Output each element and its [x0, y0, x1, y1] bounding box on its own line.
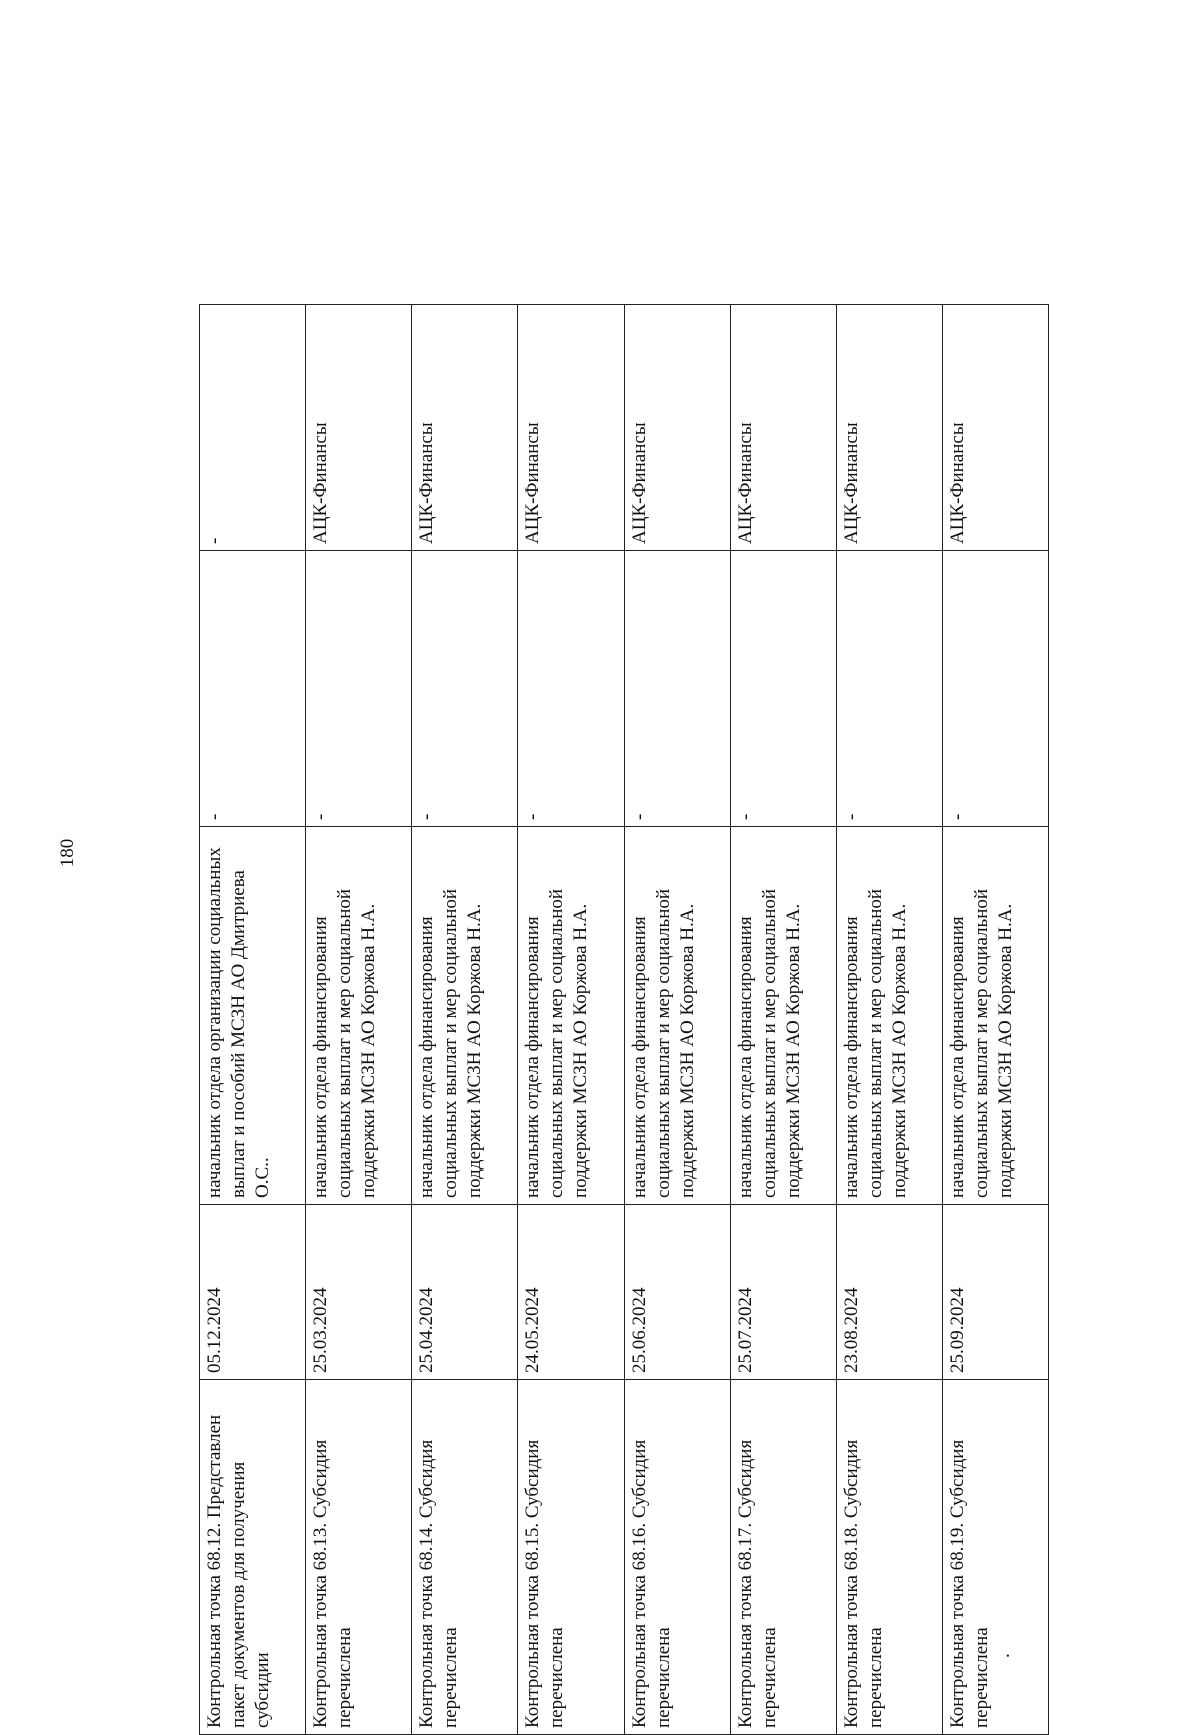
responsible-cell: начальник отдела финансирования социальных выплат и мер социальной поддержки МСЗН АО Коржова Н.А.: [730, 827, 836, 1205]
system-cell: АЦК-Финансы: [942, 305, 1048, 551]
system-cell: АЦК-Финансы: [412, 305, 518, 551]
system-cell: АЦК-Финансы: [624, 305, 730, 551]
control-point-text: Контрольная точка 68.19. Субсидия перечислена: [946, 1439, 992, 1728]
control-point-cell: [942, 1380, 1048, 1735]
table-row: [306, 305, 412, 1735]
responsible-cell: начальник отдела финансирования социальных выплат и мер социальной поддержки МСЗН АО Коржова Н.А.: [942, 827, 1048, 1205]
dash-cell: -: [836, 551, 942, 827]
table-container: [199, 305, 1049, 1735]
table-row: [730, 305, 836, 1735]
date-cell: 05.12.2024: [200, 1205, 306, 1380]
responsible-cell: начальник отдела организации социальных выплат и пособий МСЗН АО Дмитриева О.С..: [200, 827, 306, 1205]
control-point-cell: Контрольная точка 68.16. Субсидия перечислена: [624, 1380, 730, 1735]
control-point-cell: Контрольная точка 68.13. Субсидия перечислена: [306, 1380, 412, 1735]
date-cell: 25.04.2024: [412, 1205, 518, 1380]
responsible-cell: начальник отдела финансирования социальных выплат и мер социальной поддержки МСЗН АО Коржова Н.А.: [412, 827, 518, 1205]
control-point-cell: Контрольная точка 68.15. Субсидия перечислена: [518, 1380, 624, 1735]
system-cell: АЦК-Финансы: [518, 305, 624, 551]
table-row: [942, 305, 1048, 1735]
system-cell: -: [200, 305, 306, 551]
control-point-cell: Контрольная точка 68.14. Субсидия перечислена: [412, 1380, 518, 1735]
dash-cell: -: [624, 551, 730, 827]
control-point-cell: Контрольная точка 68.17. Субсидия перечислена: [730, 1380, 836, 1735]
page-number: 180: [57, 838, 78, 868]
responsible-cell: начальник отдела финансирования социальных выплат и мер социальной поддержки МСЗН АО Коржова Н.А.: [624, 827, 730, 1205]
control-point-cell: Контрольная точка 68.18. Субсидия перечислена: [836, 1380, 942, 1735]
dash-cell: -: [200, 551, 306, 827]
date-cell: 24.05.2024: [518, 1205, 624, 1380]
date-cell: 25.06.2024: [624, 1205, 730, 1380]
date-cell: 25.09.2024: [942, 1205, 1048, 1380]
system-cell: АЦК-Финансы: [836, 305, 942, 551]
control-points-table: [199, 304, 1049, 1735]
system-cell: АЦК-Финансы: [306, 305, 412, 551]
table-row: [624, 305, 730, 1735]
table-row: [412, 305, 518, 1735]
dash-cell: -: [412, 551, 518, 827]
responsible-cell: начальник отдела финансирования социальных выплат и мер социальной поддержки МСЗН АО Коржова Н.А.: [306, 827, 412, 1205]
date-cell: 23.08.2024: [836, 1205, 942, 1380]
dash-cell: -: [730, 551, 836, 827]
table-row: [836, 305, 942, 1735]
stray-mark: .: [992, 1653, 1014, 1658]
dash-cell: -: [942, 551, 1048, 827]
dash-cell: -: [306, 551, 412, 827]
date-cell: 25.03.2024: [306, 1205, 412, 1380]
date-cell: 25.07.2024: [730, 1205, 836, 1380]
dash-cell: -: [518, 551, 624, 827]
system-cell: АЦК-Финансы: [730, 305, 836, 551]
control-point-cell: Контрольная точка 68.12. Представлен пакет документов для получения субсидии: [200, 1380, 306, 1735]
table-row: [200, 305, 306, 1735]
responsible-cell: начальник отдела финансирования социальных выплат и мер социальной поддержки МСЗН АО Коржова Н.А.: [518, 827, 624, 1205]
table-row: [518, 305, 624, 1735]
responsible-cell: начальник отдела финансирования социальных выплат и мер социальной поддержки МСЗН АО Коржова Н.А.: [836, 827, 942, 1205]
